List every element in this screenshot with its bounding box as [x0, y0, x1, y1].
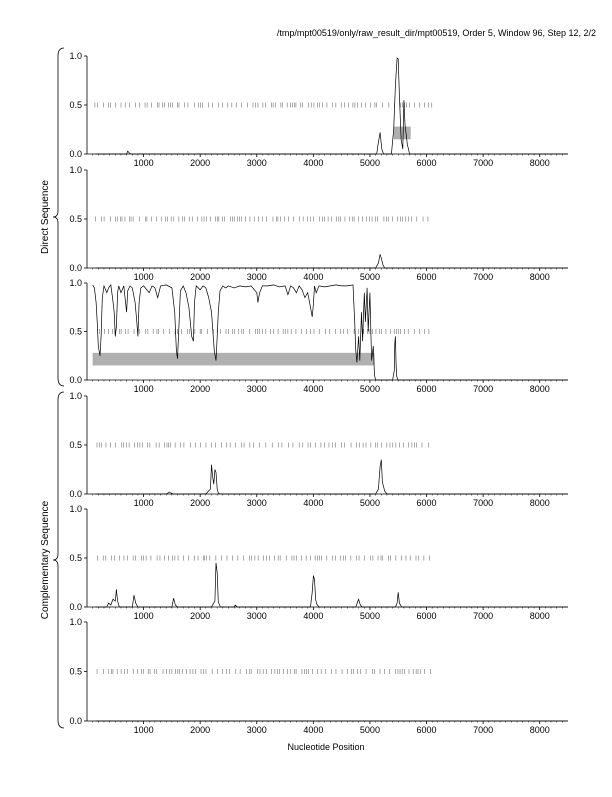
x-tick-label: 6000 — [416, 725, 437, 735]
x-tick-label: 5000 — [359, 384, 380, 394]
y-tick-label: 0.0 — [69, 375, 82, 385]
x-tick-label: 8000 — [529, 272, 550, 282]
highlight-box — [93, 353, 375, 366]
x-tick-label: 1000 — [133, 611, 154, 621]
x-tick-label: 5000 — [359, 158, 380, 168]
y-tick-label: 0.0 — [69, 149, 82, 159]
series-line — [93, 285, 568, 380]
x-tick-label: 7000 — [473, 725, 494, 735]
direct-sequence-brace — [53, 48, 64, 386]
series-line — [96, 563, 569, 607]
x-tick-label: 1000 — [133, 725, 154, 735]
x-tick-label: 4000 — [303, 272, 324, 282]
x-tick-label: 8000 — [529, 498, 550, 508]
series-line — [96, 460, 569, 494]
figure-title: /tmp/mpt00519/only/raw_result_dir/mpt00519, Order 5, Window 96, Step 12, 2/2 — [276, 28, 596, 38]
series-line — [96, 58, 569, 154]
frame-1 — [69, 51, 568, 168]
x-tick-label: 3000 — [246, 272, 267, 282]
x-tick-label: 8000 — [529, 158, 550, 168]
brace-path — [53, 48, 64, 386]
x-tick-label: 3000 — [246, 611, 267, 621]
y-tick-label: 0.0 — [69, 489, 82, 499]
frames-group — [69, 51, 568, 735]
y-tick-label: 0.5 — [69, 666, 82, 677]
x-tick-label: 2000 — [190, 384, 211, 394]
y-tick-label: 1.0 — [69, 278, 82, 288]
x-tick-label: 6000 — [416, 611, 437, 621]
y-tick-label: 0.0 — [69, 263, 82, 273]
x-tick-label: 6000 — [416, 158, 437, 168]
y-tick-label: 0.5 — [69, 326, 82, 337]
frame-4 — [69, 391, 568, 508]
y-tick-label: 1.0 — [69, 165, 82, 175]
x-tick-label: 6000 — [416, 384, 437, 394]
x-tick-label: 7000 — [473, 158, 494, 168]
y-tick-label: 0.5 — [69, 214, 82, 224]
x-tick-label: 7000 — [473, 498, 494, 508]
x-tick-label: 8000 — [529, 725, 550, 735]
y-tick-label: 0.5 — [69, 100, 82, 110]
frame-6 — [69, 617, 568, 735]
x-tick-label: 3000 — [246, 498, 267, 508]
y-tick-label: 0.5 — [69, 553, 82, 563]
y-tick-label: 1.0 — [69, 391, 82, 401]
x-tick-label: 6000 — [416, 498, 437, 508]
frame-3 — [69, 278, 568, 394]
x-tick-label: 1000 — [133, 384, 154, 394]
y-tick-label: 0.0 — [69, 716, 82, 726]
x-tick-label: 8000 — [529, 611, 550, 621]
x-tick-label: 3000 — [246, 384, 267, 394]
x-tick-label: 7000 — [473, 384, 494, 394]
x-tick-label: 2000 — [190, 725, 211, 735]
x-tick-label: 2000 — [190, 498, 211, 508]
frame-2 — [69, 165, 568, 282]
x-tick-label: 1000 — [133, 158, 154, 168]
x-tick-label: 7000 — [473, 611, 494, 621]
x-tick-label: 5000 — [359, 611, 380, 621]
x-tick-label: 7000 — [473, 272, 494, 282]
x-tick-label: 4000 — [303, 498, 324, 508]
frame-5 — [69, 504, 568, 621]
complementary-sequence-label: Complementary Sequence — [40, 500, 51, 620]
x-tick-label: 6000 — [416, 272, 437, 282]
x-tick-label: 3000 — [246, 158, 267, 168]
x-tick-label: 1000 — [133, 272, 154, 282]
y-tick-label: 0.0 — [69, 602, 82, 612]
brace-path — [53, 392, 64, 728]
x-axis-label: Nucleotide Position — [287, 742, 365, 752]
x-tick-label: 2000 — [190, 272, 211, 282]
highlight-box — [394, 127, 411, 140]
x-tick-label: 5000 — [359, 498, 380, 508]
x-tick-label: 1000 — [133, 498, 154, 508]
x-tick-label: 4000 — [303, 725, 324, 735]
direct-sequence-label: Direct Sequence — [40, 180, 51, 254]
x-tick-label: 5000 — [359, 725, 380, 735]
x-tick-label: 4000 — [303, 384, 324, 394]
x-tick-label: 5000 — [359, 272, 380, 282]
y-tick-label: 0.5 — [69, 440, 82, 450]
x-tick-label: 8000 — [529, 384, 550, 394]
x-tick-label: 2000 — [190, 611, 211, 621]
x-tick-label: 4000 — [303, 611, 324, 621]
x-tick-label: 4000 — [303, 158, 324, 168]
y-tick-label: 1.0 — [69, 51, 82, 61]
y-tick-label: 1.0 — [69, 504, 82, 514]
x-tick-label: 2000 — [190, 158, 211, 168]
y-tick-label: 1.0 — [69, 617, 82, 627]
complementary-sequence-brace — [53, 392, 64, 728]
x-tick-label: 3000 — [246, 725, 267, 735]
series-line — [96, 254, 569, 268]
